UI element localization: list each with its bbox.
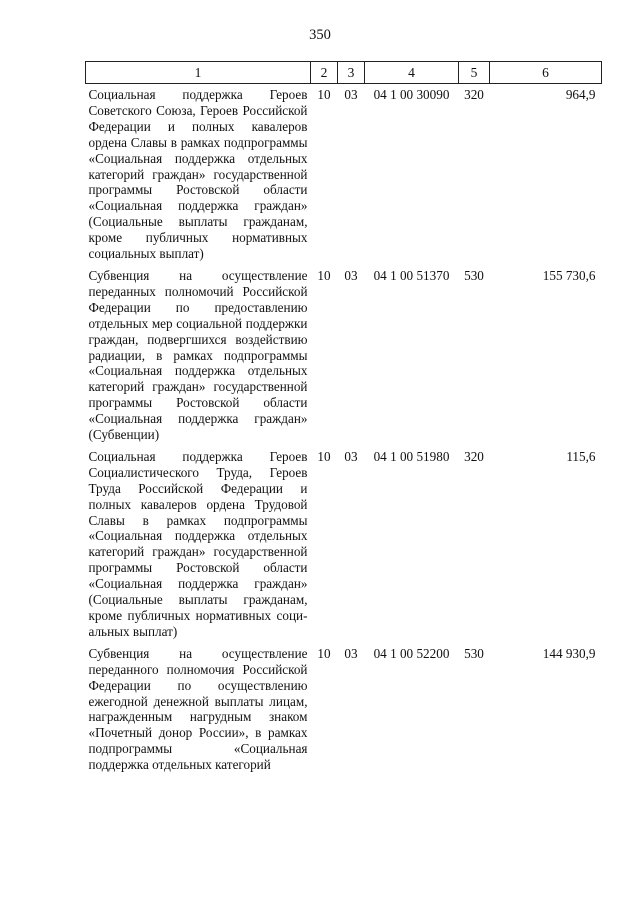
column-header-5: 5 <box>459 62 490 84</box>
row-expense-type: 320 <box>464 448 484 464</box>
column-header-3: 3 <box>338 62 365 84</box>
row-section: 10 <box>317 448 331 464</box>
column-header-6: 6 <box>490 62 602 84</box>
table-row <box>86 640 602 773</box>
row-amount: 144 930,9 <box>542 645 596 661</box>
row-amount: 115,6 <box>566 448 596 464</box>
row-amount: 964,9 <box>565 87 596 102</box>
row-expense-type: 320 <box>464 87 484 102</box>
column-header-4: 4 <box>365 62 459 84</box>
row-target-code: 04 1 00 51370 <box>373 267 450 283</box>
row-name: Субвенция на осуществление переданных полномочий Российской Федерации по предоставлению отдельных мер социальной поддержки граждан, подвергшихся воздействию радиации, в рамках подпрограммы «Социальная поддержка отдельных категорий граждан» государственной программы Ростовской области «Социальная поддержка граждан» (Субвенции) <box>88 267 308 443</box>
column-header-2: 2 <box>311 62 338 84</box>
row-target-code: 04 1 00 30090 <box>373 87 450 102</box>
row-subsection: 03 <box>344 87 358 102</box>
row-section: 10 <box>317 645 331 661</box>
table-row <box>86 443 602 640</box>
page-number: 350 <box>309 27 331 43</box>
row-target-code: 04 1 00 51980 <box>373 448 450 464</box>
row-subsection: 03 <box>344 448 358 464</box>
row-subsection: 03 <box>344 267 358 283</box>
row-amount: 155 730,6 <box>542 267 596 283</box>
row-target-code: 04 1 00 52200 <box>373 645 450 661</box>
row-name: Социальная поддержка Героев Социалистического Труда, Героев Труда Российской Федерации и полных кавалеров ордена Трудовой Славы в рамках подпрограммы «Социальная поддержка отдельных категорий граждан» государственной программы Ростовской области «Социальная поддержка граждан» (Социальные выплаты гражданам, кроме публичных нормативных социальных выплат) <box>88 448 308 639</box>
column-header-1: 1 <box>86 62 311 84</box>
row-section: 10 <box>317 87 331 102</box>
row-expense-type: 530 <box>464 267 484 283</box>
row-subsection: 03 <box>344 645 358 661</box>
row-name: Социальная поддержка Героев Советского Союза, Героев Российской Федерации и полных кавалеров ордена Славы в рамках подпрограммы «Социальная поддержка отдельных категорий граждан» государственной программы Ростовской области «Социальная поддержка граждан» (Социальные выплаты гражданам, кроме публичных нормативных социальных выплат) <box>88 87 308 262</box>
row-expense-type: 530 <box>464 645 484 661</box>
row-section: 10 <box>317 267 331 283</box>
table-row <box>86 84 602 262</box>
table-header-row <box>86 62 602 84</box>
row-name: Субвенция на осуществление переданного полномочия Российской Федерации по осуществлению ежегодной денежной выплаты лицам, награжденным нагрудным знаком «Почетный донор России», в рамках подпрограммы «Социальная поддержка отдельных категорий <box>88 645 308 773</box>
budget-table <box>85 61 602 773</box>
table-row <box>86 262 602 443</box>
